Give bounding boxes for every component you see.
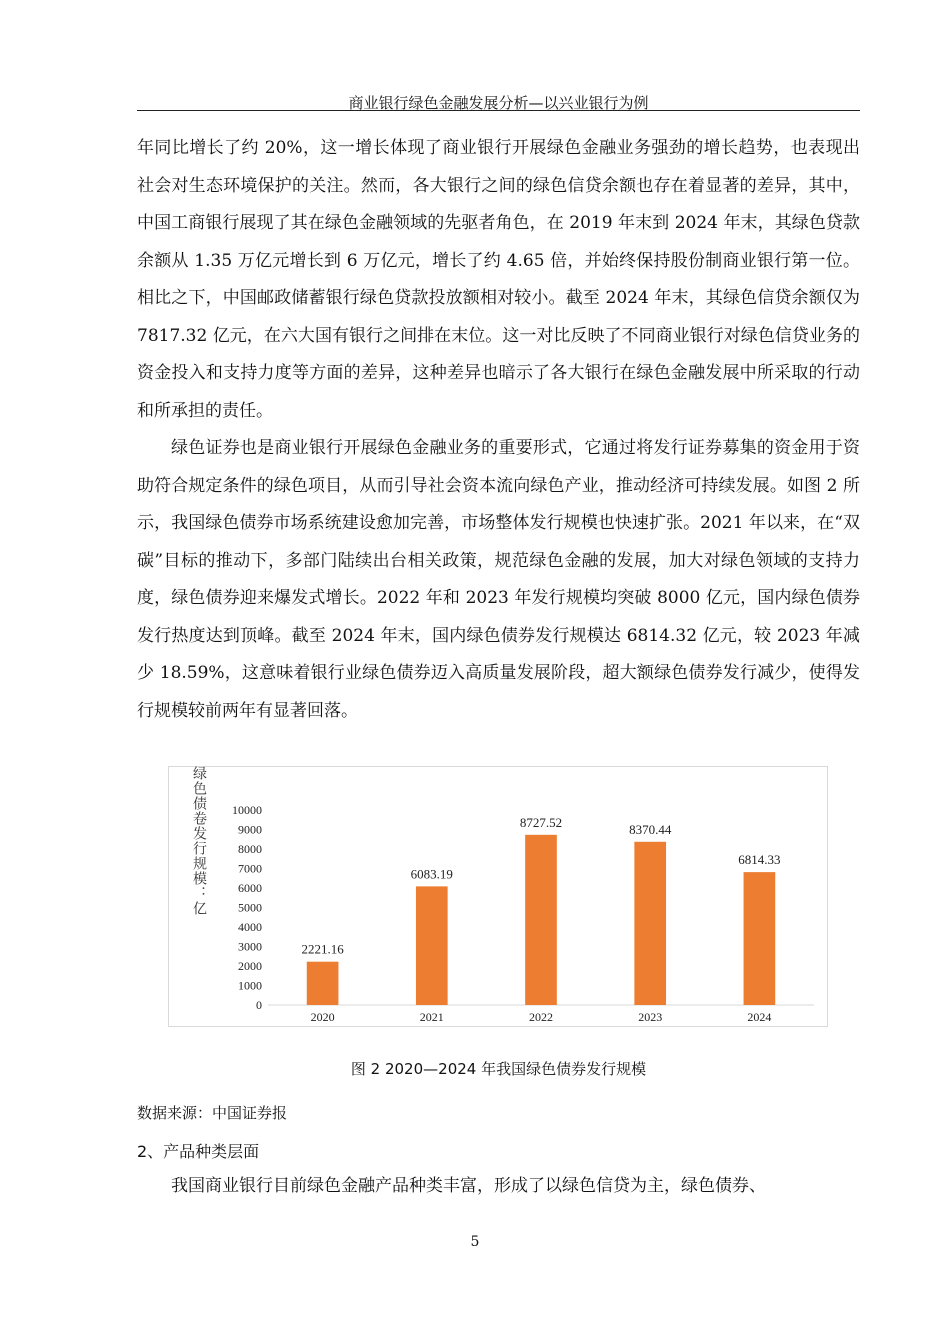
data-source-note: 数据来源：中国证券报 (137, 1104, 288, 1122)
bar-2021 (416, 886, 448, 1005)
body-paragraph-2: 绿色证券也是商业银行开展绿色金融业务的重要形式，它通过将发行证券募集的资金用于资助符合规定条件的绿色项目，从而引导社会资本流向绿色产业，推动经济可持续发展。如图 2 所示，我国绿色债券市场系统建设愈加完善，市场整体发行规模也快速扩张。2021 年以来，在“双碳”目标的推动下，多部门陆续出台相关政策，规范绿色金融的发展，加大对绿色领域的支持力度，绿色债券迎来爆发式增长。2022 年和 2023 年发行规模均突破 8000 亿元，国内绿色债券发行热度达到顶峰。截至 2024 年末，国内绿色债券发行规模达 6814.32 亿元，较 2023 年减少 18.59%，这意味着银行业绿色债券迈入高质量发展阶段，超大额绿色债券发行减少，使得发行规模较前两年有显著回落。 (137, 438, 860, 721)
data-label-2023: 8370.44 (629, 821, 672, 837)
bar-chart (168, 766, 828, 1027)
running-header: 商业银行绿色金融发展分析—以兴业银行为例 (348, 94, 649, 112)
data-label-2021: 6083.19 (410, 866, 453, 882)
section-heading: 2、产品种类层面 (137, 1142, 260, 1161)
chart-y-axis-label: 绿色债卷发行规模：亿 (191, 766, 207, 916)
body-paragraph-1: 年同比增长了约 20%，这一增长体现了商业银行开展绿色金融业务强劲的增长趋势，也表现出社会对生态环境保护的关注。然而，各大银行之间的绿色信贷余额也存在着显著的差异，其中，中国工商银行展现了其在绿色金融领域的先驱者角色，在 2019 年末到 2024 年末，其绿色贷款余额从 1.35 万亿元增长到 6 万亿元，增长了约 4.65 倍，并始终保持股份制商业银行第一位。相比之下，中国邮政储蓄银行绿色贷款投放额相对较小。截至 2024 年末，其绿色信贷余额仅为 7817.32 亿元，在六大国有银行之间排在末位。这一对比反映了不同商业银行对绿色信贷业务的资金投入和支持力度等方面的差异，这种差异也暗示了各大银行在绿色金融发展中所采取的行动和所承担的责任。 (137, 138, 860, 421)
figure-caption: 图 2 2020—2024 年我国绿色债券发行规模 (350, 1060, 647, 1078)
y-tick-label: 10000 (232, 803, 262, 817)
x-tick-label-2021: 2021 (419, 1010, 444, 1024)
y-tick-label: 3000 (238, 939, 262, 954)
bar-2022 (525, 835, 557, 1005)
page-number: 5 (470, 1234, 480, 1250)
data-label-2022: 8727.52 (519, 814, 563, 830)
y-tick-label: 1000 (238, 978, 262, 993)
y-tick-label: 5000 (238, 900, 262, 915)
y-tick-label: 0 (256, 998, 262, 1012)
y-tick-label: 7000 (238, 861, 262, 876)
bar-2020 (307, 962, 339, 1005)
y-tick-label: 8000 (238, 842, 262, 856)
bar-2023 (634, 842, 666, 1005)
header-rule (137, 110, 860, 111)
x-tick-label-2020: 2020 (310, 1010, 335, 1024)
x-tick-label-2023: 2023 (638, 1010, 663, 1024)
y-tick-label: 6000 (238, 881, 262, 895)
data-label-2024: 6814.33 (738, 852, 781, 868)
y-tick-label: 2000 (238, 959, 262, 973)
y-tick-label: 9000 (238, 822, 262, 837)
y-tick-label: 4000 (238, 920, 262, 934)
x-tick-label-2022: 2022 (529, 1010, 553, 1024)
body-paragraph-3: 我国商业银行目前绿色金融产品种类丰富，形成了以绿色信贷为主，绿色债券、 (171, 1176, 766, 1196)
bar-2024 (744, 872, 776, 1005)
data-label-2020: 2221.16 (301, 941, 344, 957)
x-tick-label-2024: 2024 (747, 1010, 772, 1024)
